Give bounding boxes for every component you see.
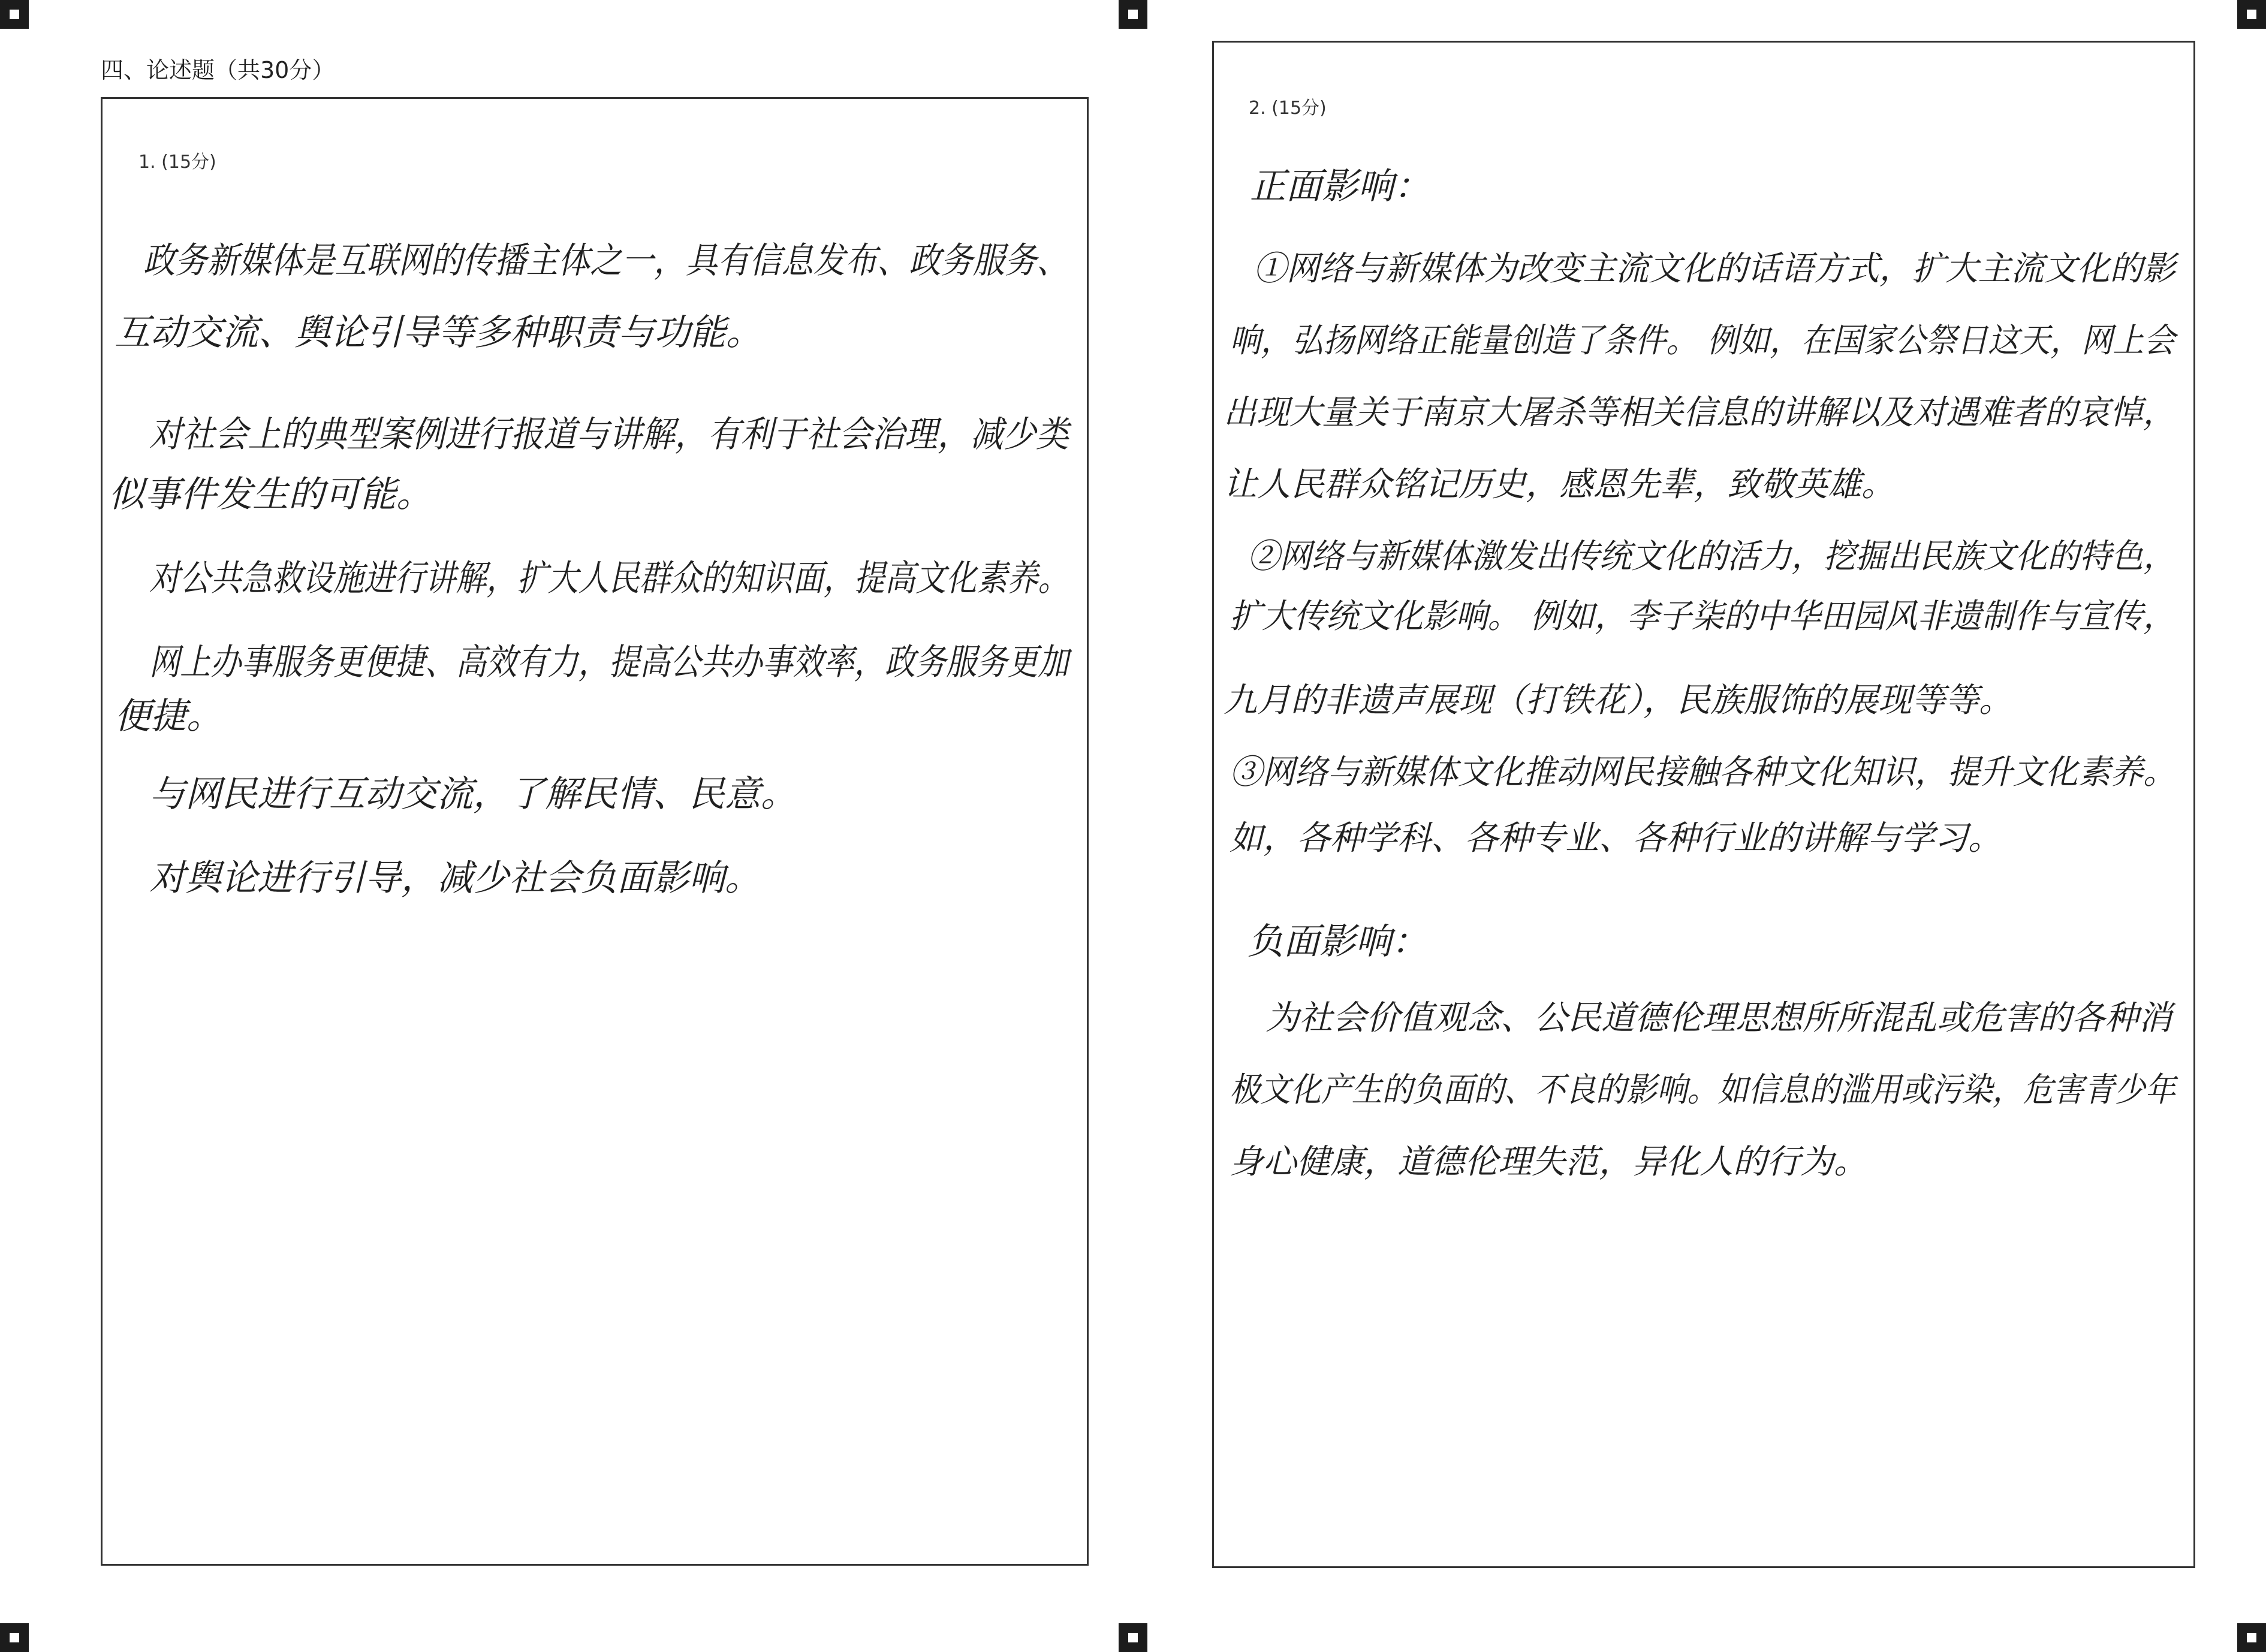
answer-line: 为社会价值观念、公民道德伦理思想所所混乱或危害的各种消 — [1265, 999, 2172, 1038]
answer-line: 极文化产生的负面的、不良的影响。如信息的滥用或污染，危害青少年 — [1230, 1071, 2176, 1110]
answer-line: 如，各种学科、各种专业、各种行业的讲解与学习。 — [1230, 819, 2002, 858]
answer-line: 九月的非遗声展现（打铁花），民族服饰的展现等等。 — [1224, 681, 2012, 720]
top-center-marker — [1119, 0, 1147, 29]
answer-line: 响，弘扬网络正能量创造了条件。 例如，在国家公祭日这天，网上会 — [1230, 321, 2175, 360]
answer-line: 政务新媒体是互联网的传播主体之一，具有信息发布、政务服务、 — [143, 240, 1069, 282]
answer-line: 互动交流、舆论引导等多种职责与功能。 — [114, 312, 762, 354]
answer-line: 网上办事服务更便捷、高效有力，提高公共办事效率，政务服务更加 — [149, 641, 1069, 683]
answer-line: 对舆论进行引导，减少社会负面影响。 — [149, 857, 761, 899]
answer-box-q2 — [1212, 41, 2195, 1568]
answer-line: 身心健康，道德伦理失范，异化人的行为。 — [1230, 1142, 1867, 1181]
answer-line: ①网络与新媒体为改变主流文化的话语方式，扩大主流文化的影 — [1253, 249, 2176, 288]
heading-negative: 负面影响： — [1247, 921, 1427, 963]
bottom-center-marker — [1119, 1623, 1147, 1652]
question-label-q1: 1. (15分) — [138, 152, 216, 173]
answer-line: 与网民进行互动交流，了解民情、民意。 — [149, 773, 797, 815]
answer-line: 让人民群众铭记历史，感恩先辈，致敬英雄。 — [1224, 465, 1895, 504]
top-left-marker — [0, 0, 29, 29]
question-label-q2: 2. (15分) — [1249, 98, 1327, 119]
heading-positive: 正面影响： — [1250, 165, 1430, 207]
answer-q2 — [1214, 43, 2193, 1566]
answer-box-q1 — [101, 97, 1089, 1566]
answer-q1 — [103, 99, 1087, 1564]
answer-line: 对社会上的典型案例进行报道与讲解，有利于社会治理，减少类 — [149, 414, 1069, 456]
answer-line: 出现大量关于南京大屠杀等相关信息的讲解以及对遇难者的哀悼， — [1224, 393, 2176, 432]
answer-line: 似事件发生的可能。 — [109, 474, 432, 516]
bottom-left-marker — [0, 1623, 29, 1652]
top-right-marker — [2237, 0, 2266, 29]
answer-line: ③网络与新媒体文化推动网民接触各种文化知识，提升文化素养。 — [1230, 753, 2176, 792]
answer-line: ②网络与新媒体激发出传统文化的活力，挖掘出民族文化的特色， — [1247, 537, 2175, 576]
bottom-right-marker — [2237, 1623, 2266, 1652]
answer-line: 扩大传统文化影响。 例如，李子柒的中华田园风非遗制作与宣传， — [1230, 597, 2175, 636]
answer-line: 对公共急救设施进行讲解，扩大人民群众的知识面，提高文化素养。 — [149, 557, 1069, 599]
answer-line: 便捷。 — [114, 695, 222, 737]
section-title: 四、论述题（共30分） — [101, 57, 335, 83]
